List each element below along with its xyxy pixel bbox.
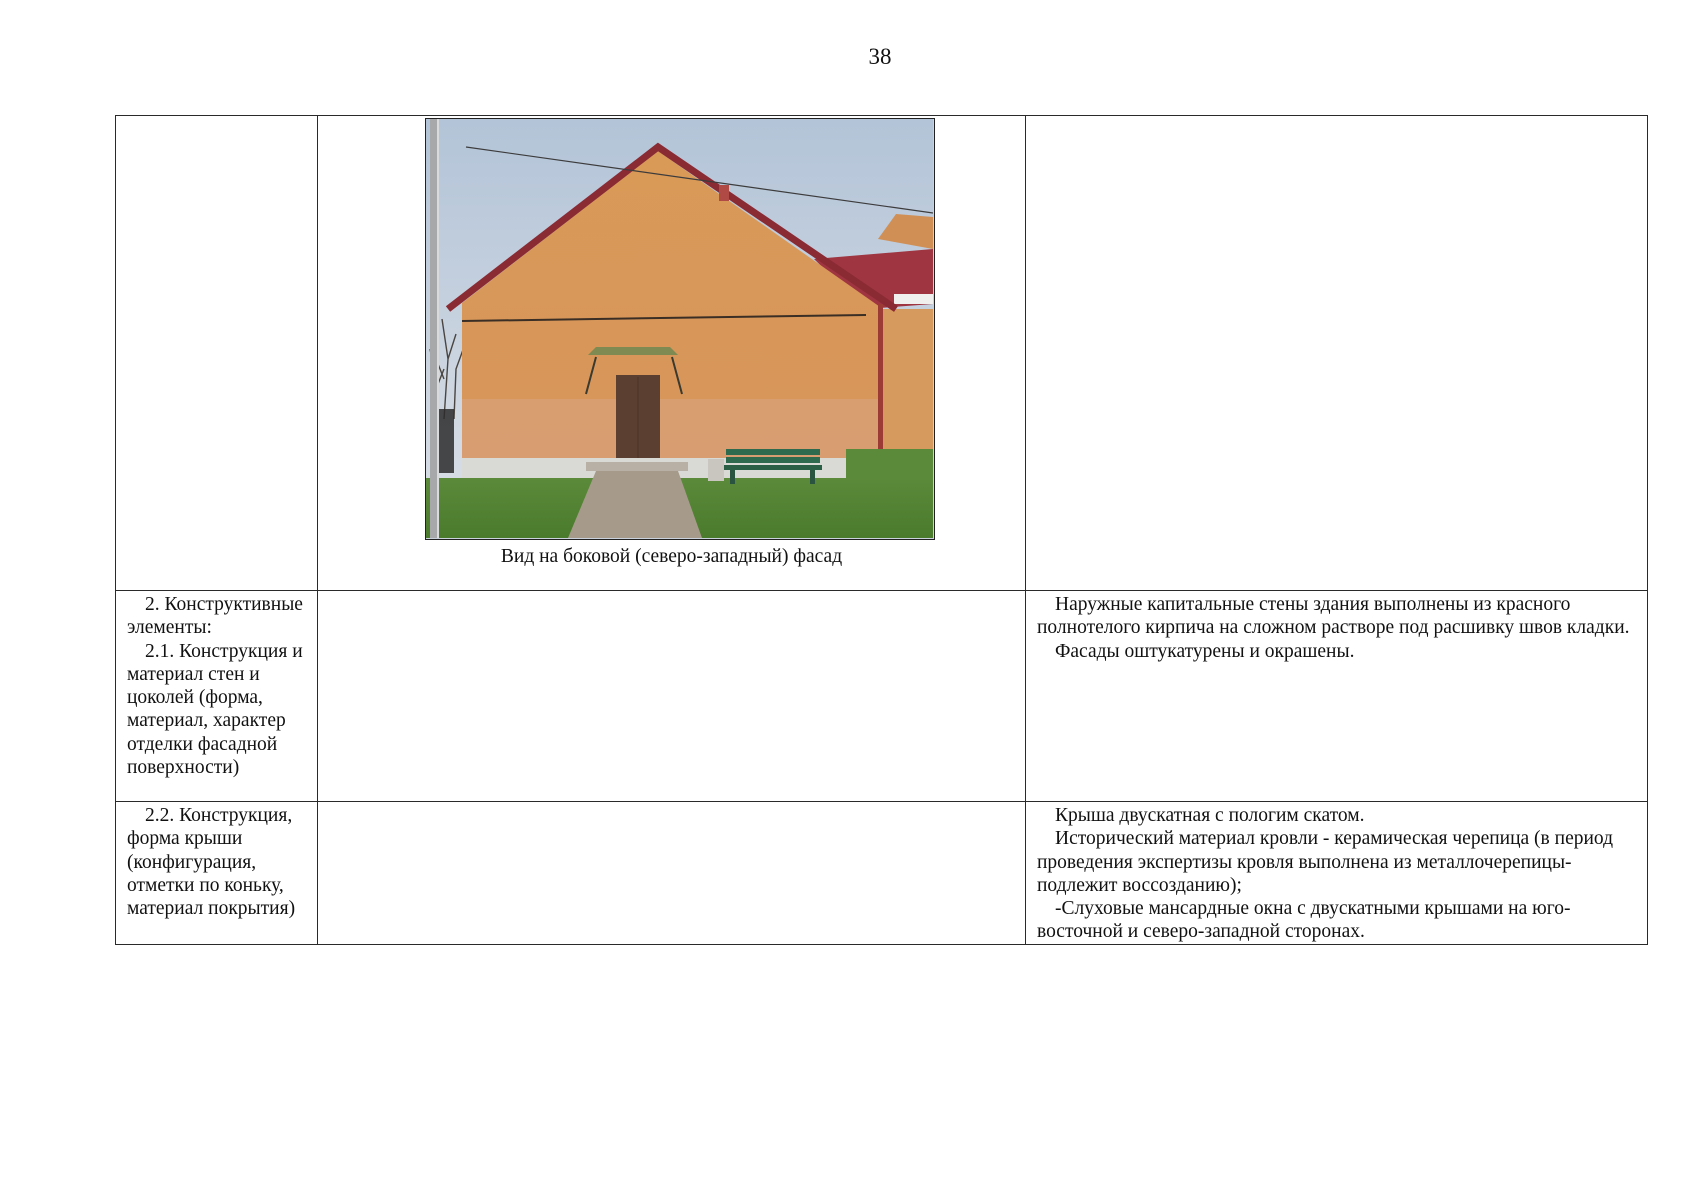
subsection-label: 2.1. Конструкция и материал стен и цоколей (форма, материал, характер отделки фасадной поверхности) xyxy=(127,640,303,779)
row-label-cell xyxy=(116,802,318,945)
row-description-cell xyxy=(1026,802,1648,945)
section-heading: 2. Конструктивные элементы: xyxy=(127,594,303,639)
table-row xyxy=(116,591,1648,802)
table-row xyxy=(116,116,1648,591)
subsection-label: 2.2. Конструкция, форма крыши (конфигурация, отметки по коньку, материал покрытия) xyxy=(127,805,296,920)
page-number: 38 xyxy=(868,44,892,69)
row-description-cell xyxy=(1026,116,1648,591)
photo-cell xyxy=(318,802,1026,945)
description-paragraph: Крыша двускатная с пологим скатом. xyxy=(1055,805,1365,826)
row-description-cell xyxy=(1026,591,1648,802)
photo-cell xyxy=(318,116,1026,591)
facade-photo xyxy=(425,118,935,540)
description-paragraph: Исторический материал кровли - керамическая черепица (в период проведения экспертизы кровля выполнена из металлочерепицы- подлежит воссозданию); xyxy=(1037,828,1614,896)
heritage-table xyxy=(115,115,1648,945)
description-paragraph: Фасады оштукатурены и окрашены. xyxy=(1055,640,1355,662)
table-row xyxy=(116,802,1648,945)
description-paragraph: Наружные капитальные стены здания выполнены из красного полнотелого кирпича на сложном растворе под расшивку швов кладки. xyxy=(1037,594,1630,639)
row-label-cell xyxy=(116,591,318,802)
photo-caption: Вид на боковой (северо-западный) фасад xyxy=(500,546,843,567)
row-label-cell xyxy=(116,116,318,591)
description-paragraph: -Слуховые мансардные окна с двускатными крышами на юго-восточной и северо-западной сторонах. xyxy=(1037,898,1571,943)
photo-cell xyxy=(318,591,1026,802)
